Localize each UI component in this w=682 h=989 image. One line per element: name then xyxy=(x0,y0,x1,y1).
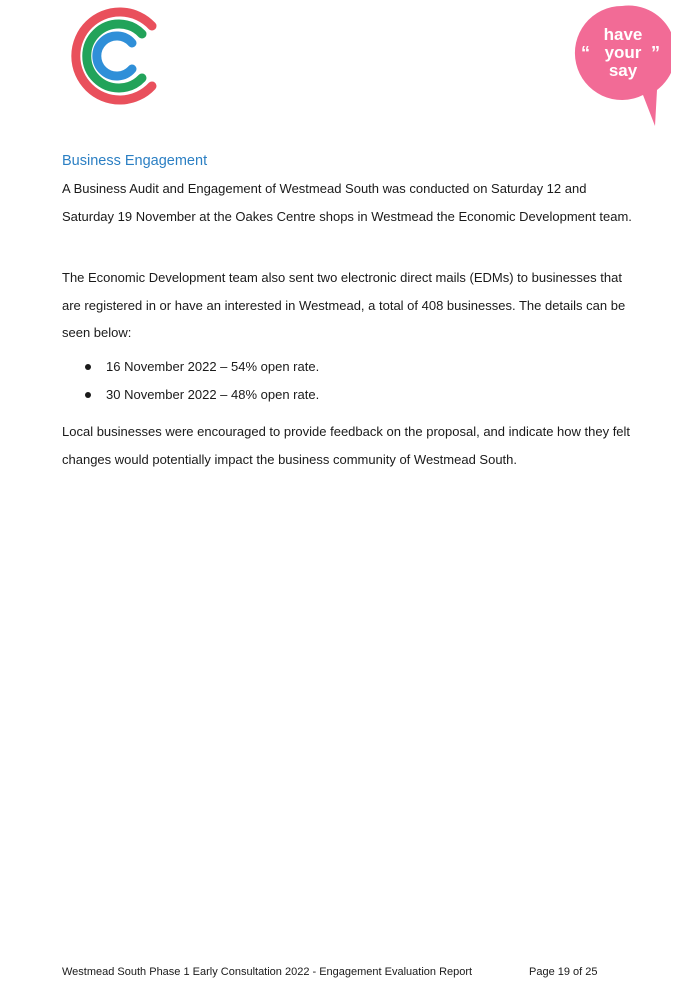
section-heading: Business Engagement xyxy=(62,153,208,169)
paragraph-business-audit: A Business Audit and Engagement of Westmead South was conducted on Saturday 12 and Saturday 19 November at the Oakes Centre shops in Westmead the Economic Development team. xyxy=(62,181,632,224)
svg-text:”: ” xyxy=(651,43,660,63)
footer-page-number: Page 19 of 25 xyxy=(529,966,598,978)
footer-report-title: Westmead South Phase 1 Early Consultation 2022 - Engagement Evaluation Report xyxy=(62,966,473,978)
bullet-icon xyxy=(85,392,91,398)
logo-text-say: say xyxy=(608,61,638,80)
logo-text-have: have xyxy=(603,25,643,44)
svg-text:“: “ xyxy=(581,43,590,63)
c-brand-logo-icon xyxy=(66,6,158,106)
paragraph-feedback: Local businesses were encouraged to provide feedback on the proposal, and indicate how they felt changes would potentially impact the business community of Westmead South. xyxy=(62,424,631,467)
bullet-list xyxy=(62,353,632,409)
logo-text-your: your xyxy=(604,43,642,62)
have-your-say-speech-bubble-icon xyxy=(573,4,671,128)
bullet-icon xyxy=(85,364,91,370)
paragraph-edm: The Economic Development team also sent two electronic direct mails (EDMs) to businesses that are registered in or have an interested in Westmead, a total of 408 businesses. The details can be seen below: xyxy=(62,270,626,340)
list-item-text: 16 November 2022 – 54% open rate. xyxy=(106,359,320,374)
list-item xyxy=(62,381,632,409)
list-item xyxy=(62,353,632,381)
list-item-text: 30 November 2022 – 48% open rate. xyxy=(106,387,320,402)
